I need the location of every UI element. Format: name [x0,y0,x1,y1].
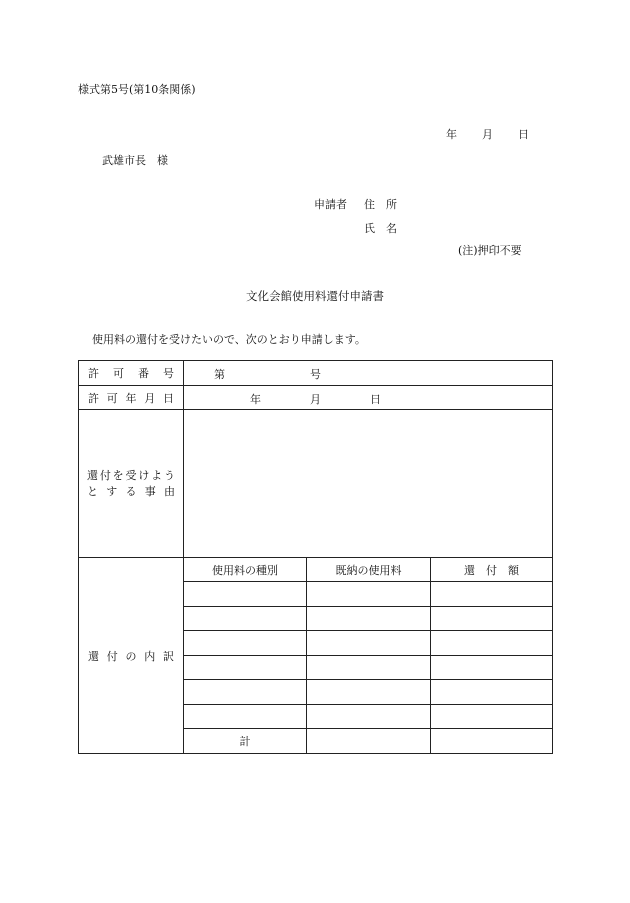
addressee: 武雄市長 様 [102,154,168,167]
total-refund-amount-cell[interactable] [431,729,553,754]
reason-field[interactable] [184,410,553,558]
seal-note: (注)押印不要 [458,244,522,257]
permit-number-prefix: 第 [214,368,225,381]
reason-row [79,410,553,558]
paid-fee-cell[interactable] [307,656,431,680]
fee-type-cell[interactable] [184,582,307,607]
permit-number-suffix: 号 [310,368,321,381]
fee-type-cell[interactable] [184,607,307,631]
document-title: 文化会館使用料還付申請書 [246,289,384,303]
address-label: 住 所 [364,198,397,211]
paid-fee-cell[interactable] [307,631,431,656]
date-day-label: 日 [518,128,529,141]
refund-amount-cell[interactable] [431,607,553,631]
permit-date-label: 許可年月日 [79,386,184,410]
paid-fee-cell[interactable] [307,607,431,631]
application-table [78,360,553,754]
breakdown-header-row [79,558,553,582]
applicant-label: 申請者 [314,198,347,211]
paid-fee-cell[interactable] [307,705,431,729]
reason-label-line1: 還付を受けよう [87,468,175,482]
name-label: 氏 名 [364,222,397,235]
column-header-refund-amount: 還 付 額 [431,558,553,582]
permit-number-row [79,361,553,386]
paid-fee-cell[interactable] [307,680,431,705]
date-year-label: 年 [446,128,457,141]
refund-amount-cell[interactable] [431,631,553,656]
fee-type-cell[interactable] [184,705,307,729]
paid-fee-cell[interactable] [307,582,431,607]
refund-amount-cell[interactable] [431,680,553,705]
column-header-fee-type: 使用料の種別 [184,558,307,582]
intro-text: 使用料の還付を受けたいので、次のとおり申請します。 [92,333,366,346]
refund-amount-cell[interactable] [431,656,553,680]
reason-label [79,410,184,558]
total-label: 計 [184,729,307,754]
permit-date-field[interactable] [184,386,553,410]
fee-type-cell[interactable] [184,680,307,705]
permit-number-field[interactable] [184,361,553,386]
fee-type-cell[interactable] [184,631,307,656]
permit-date-row [79,386,553,410]
permit-date-month: 月 [310,393,321,406]
breakdown-label: 還付の内訳 [79,558,184,754]
permit-date-day: 日 [370,393,381,406]
total-paid-fee-cell[interactable] [307,729,431,754]
date-month-label: 月 [482,128,493,141]
refund-amount-cell[interactable] [431,582,553,607]
permit-date-year: 年 [250,393,261,406]
fee-type-cell[interactable] [184,656,307,680]
column-header-paid-fee: 既納の使用料 [307,558,431,582]
form-number: 様式第5号(第10条関係) [78,83,196,96]
permit-number-label: 許可番号 [79,361,184,386]
refund-amount-cell[interactable] [431,705,553,729]
reason-label-line2: とする事由 [87,484,175,498]
